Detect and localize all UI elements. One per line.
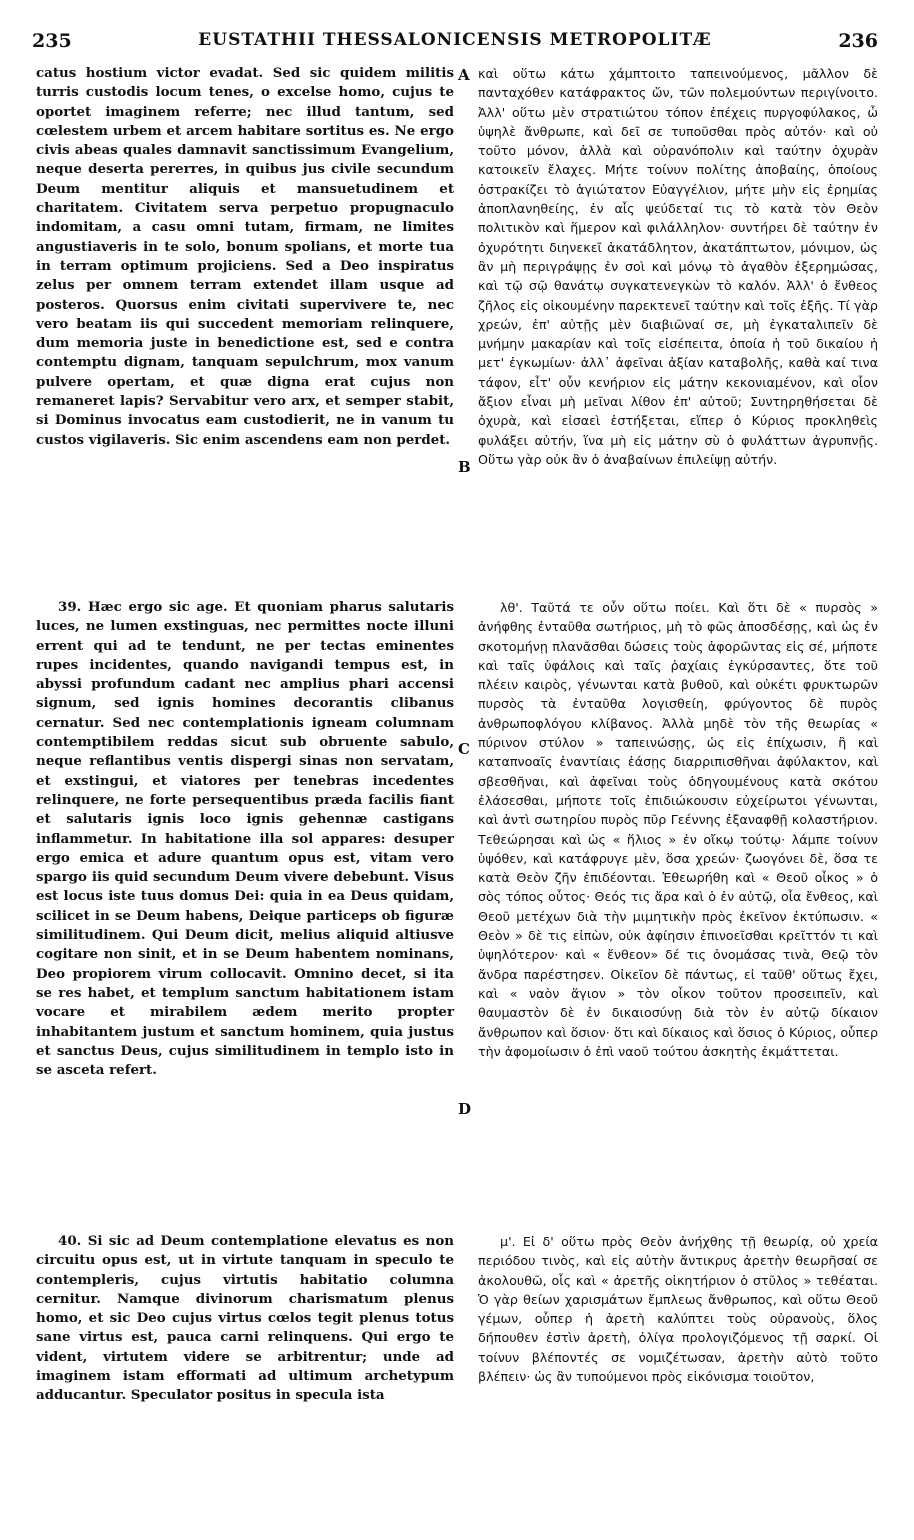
greek-column-block-1 [478, 64, 878, 544]
margin-marker-d: D [458, 1100, 472, 1118]
running-title: EUSTATHII THESSALONICENSIS METROPOLITÆ [198, 30, 712, 50]
latin-paragraph-38: catus hostium victor evadat. Sed sic quidem militis turris custodis locum tenes, o excelse homo, cujus te oportet imaginem referre; nec illud tantum, sed cœlestem urbem et arcem habitare sortitus es. Ne ergo civis abeas quales damnavit sanctissimum Evangelium, neque deserta pererres, in quibus jus civile secundum Deum mentitur aliquis et mansuetudinem et charitatem. Civitatem serva perpetuo propugnaculo indomitam, a casu omni tutam, firmam, ne limites angustiaveris in te solo, bonum spolians, et morte tua in terram optimum projiciens. Sed a Deo inspiratus zelus per omnem terram extendet illam usque ad posteros. Quorsus enim civitati supervivere te, nec vero beatam iis qui succedent memoriam relinquere, dum memoria juste in benedictione est, sed e contra contemptu dignam, tanquam sepulchrum, mox vanum pulvere opertam, et quæ digna erat cujus non remaneret lapis? Servabitur vero arx, et semper stabit, si Dominus invocatus eam custodierit, ne in vanum tu custos vigilaveris. Sic enim ascendens eam non perdet. [36, 65, 454, 448]
greek-paragraph-40: μ'. Εἰ δ' οὕτω πρὸς Θεὸν ἀνήχθης τῇ θεωρίᾳ, οὐ χρεία περιόδου τινὸς, καὶ εἰς αὐτὴν ἄντικρυς ἀρετὴν θεωρῆσαί σε ἀκολουθῶ, οἷς καὶ « ἀρετῆς οἰκητήριον ὁ στῦλος » τεθέαται. Ὁ γὰρ θείων χαρισμάτων ἔμπλεως ἄνθρωπος, καὶ οὕτω Θεοῦ γέμων, οὗπερ ἡ ἀρετὴ καλύπτει τοὺς οὐρανοὺς, ὅλος δήπουθεν ἐστὶν ἀρετὴ, ὀλίγα προλογιζόμενος τῇ σαρκί. Οἱ τοίνυν βλέποντές σε νομιζέτωσαν, ἀρετὴν αὐτὸ τοῦτο βλέπειν· ὡς ἂν τυπούμενοι πρὸς εἰκόνισμα τοιοῦτον, [478, 1234, 878, 1385]
greek-paragraph-38: καὶ οὕτω κάτω χάμπτοιτο ταπεινούμενος, μᾶλλον δὲ πανταχόθεν κατάφρακτος ὤν, τῶν πολεμούντων περιγίνοιτο. Ἀλλ' οὕτω μὲν στρατιώτου τόπον ἐπέχεις πυργοφύλακος, ὦ ὑψηλὲ ἄνθρωπε, καὶ δεῖ σε τυποῦσθαι πρὸς αὐτόν· καὶ οὐ τοῦτο μόνον, ἀλλὰ καὶ οὐρανόπολιν καὶ ταύτην ὀχυρὰν κατοικεῖν ἔλαχες. Μήτε τοίνυν πολίτης ἀποβαίης, ὁποίους ὀστρακίζει τὸ ἁγιώτατον Εὐαγγέλιον, μήτε μὴν εἰς ἐρημίας ἀποπλανηθείης, ἐν αἷς ψεύδεταί τις τὸ κατὰ τὸν Θεὸν πολιτικὸν καὶ ἥμερον καὶ φιλάλληλον· συντήρει δὲ ταύτην ἐν ὀχυρότητι διηνεκεῖ ἀκατάδλητον, ἀκατάπτωτον, μόνιμον, ὡς ἂν μὴ περιγράψῃς ἐν σοὶ καὶ μόνῳ τὸ ἀγαθὸν ἐξερημώσας, καὶ τῷ σῷ θανάτῳ συγκατενεγκὼν τὸ καλόν. Ἀλλ' ὁ ἔνθεος ζῆλος εἰς οἰκουμένην παρεκτενεῖ ταύτην καὶ τοῖς ἑξῆς. Τί γὰρ χρεών, ἐπ' αὐτῇς μὲν διαβιῶναί σε, μὴ ἐγκαταλιπεῖν δὲ μνήμην μακαρίαν καὶ τοῖς εἰσέπειτα, ὁποία ἡ τοῦ δικαίου ἡ μετ' ἐγκωμίων· ἀλλ᾽ ἀφεῖναι ἀξίαν καταβολῆς, καθὰ καί τινα τάφον, εἶτ' οὖν κενήριον εἰς μάτην κεκονιαμένον, καὶ οἷον ἄξιον εἶναι μὴ μεῖναι λίθον ἐπ' αὐτοῦ; Συντηρηθήσεται δὲ ὀχυρὰ, καὶ εἰσαεὶ ἑστήξεται, εἴπερ ὁ Κύριος προκληθεὶς φυλάξει αὐτήν, ἵνα μὴ εἰς μάτην σὺ ὁ φυλάττων ἀγρυπνῇς. Οὕτω γὰρ οὐκ ἂν ὁ ἀναβαίνων ἐπιλείψῃ αὐτήν. [478, 66, 878, 467]
margin-marker-b: B [458, 458, 471, 476]
page-number-right: 236 [838, 30, 878, 52]
latin-column-block-3 [36, 1232, 454, 1532]
page-number-left: 235 [32, 30, 72, 52]
latin-column-block-1 [36, 64, 454, 544]
greek-paragraph-39: λθ'. Ταῦτά τε οὖν οὕτω ποίει. Καὶ ὅτι δὲ « πυρσὸς » ἀνήφθης ἐνταῦθα σωτήριος, μὴ τὸ φῶς ἀποσδέσῃς, καὶ ὡς ἐν σκοτομήνῃ πλανᾶσθαι δώσεις τοὺς ἀφορῶντας εἰς σέ, μήποτε καὶ ταῖς ὑφάλοις καὶ ταῖς ῥαχίαις ἐγκύρσαντες, ὅτε τοῦ πλέειν καιρὸς, γένωνται κατὰ βυθοῦ, καὶ οὐκέτι φρυκτωρῶν πυρσὸς τὰ ἐνταῦθα λογισθείη, φρύγοντος δὲ πυρὸς ἀνθρωποφλόγου κλίβανος. Ἀλλὰ μηδὲ τὸν τῆς θεωρίας « πύρινον στύλον » ταπεινώσῃς, ὡς εἰς ἐπίχωσιν, ἢ καὶ καταπνοαῖς ἐναντίαις ἐάσῃς διαρριπισθῆναι ἀφύλακτον, καὶ σβεσθῆναι, καὶ ἀφεῖναι τοὺς ὁδηγουμένους κατὰ σκότου ἐλάσεσθαι, μήποτε τοῖς ἐπιδιώκουσιν εὐχείρωτοι γένωνται, καὶ ἀντὶ σωτηρίου πυρὸς πῦρ Γεέννης ἐξαναφθῇ κολαστήριον. Τεθεώρησαι καὶ ὡς « ἥλιος » ἐν οἴκῳ τούτῳ· λάμπε τοίνυν ὑψόθεν, καὶ κατάφρυγε μὲν, ὅσα χρεών· ζωογόνει δὲ, ὅσα τε κατὰ Θεὸν ζῆν ἐπιδέονται. Ἐθεωρήθη καὶ « Θεοῦ οἶκος » ὁ σὸς τόπος οὗτος· Θεός τις ἄρα καὶ ὁ ἐν αὐτῷ, οἷα ἔνθεος, καὶ Θεοῦ μετέχων διὰ τὴν μιμητικὴν πρὸς ἐκεῖνον ἐκτύπωσιν. « Θεὸν » δὲ τις εἰπὼν, οὐκ ἀφίησιν ἐπινοεῖσθαι κρεῖττόν τι καὶ ὑψηλότερον· καὶ « ἔνθεον» δέ τις ὀνομάσας τινὰ, Θεῷ τὸν ἄνδρα παρέστησεν. Οἰκεῖον δὲ πάντως, εἰ ταῦθ' οὕτως ἔχει, καὶ « ναὸν ἅγιον » τὸν οἶκον τοῦτον προσειπεῖν, καὶ θαυμαστὸν δὲ ἐν δικαιοσύνῃ διὰ τὸν ἐν αὐτῷ δίκαιον ἄνθρωπον καὶ ὅσιον· ὅτι καὶ δίκαιος καὶ ὅσιος ὁ Κύριος, οὗπερ τὴν ἀφομοίωσιν ὁ ἐπὶ ναοῦ τούτου ἀσκητὴς ἐκμάττεται. [478, 600, 878, 1059]
latin-column-block-2 [36, 598, 454, 1198]
greek-column-block-2 [478, 598, 878, 1198]
running-header [32, 30, 878, 56]
greek-column-block-3 [478, 1232, 878, 1532]
latin-paragraph-40: 40. Si sic ad Deum contemplatione elevatus es non circuitu opus est, ut in virtute tanquam in speculo te contempleris, cujus virtutis habitatio columna cernitur. Namque divinorum charismatum plenus homo, et sic Deo cujus virtus cœlos tegit plenus totus sane virtus est, pauca carni relinquens. Qui ergo te vident, virtutem videre se arbitrentur; unde ad imaginem istam efformati ad ultimum archetypum adducantur. Speculator positus in specula ista [36, 1233, 454, 1404]
latin-paragraph-39: 39. Hæc ergo sic age. Et quoniam pharus salutaris luces, ne lumen exstinguas, nec permittes nocte illuni errent qui ad te tendunt, ne per tectas eminentes rupes incidentes, quando navigandi tempus est, in abyssi profundum cadant nec amplius phari accensi signum, sed ignis homines decorantis clibanus cernatur. Sed nec contemplationis igneam columnam contemptibilem reddas sicut sub obruente sabulo, neque reflantibus ventis dispergi sinas non servatam, et exstingui, et viatores per tenebras incedentes relinquere, ne forte persequentibus præda facilis fiant et salutaris ignis loco ignis gehennæ castigans inflammetur. In habitatione illa sol appares: desuper ergo emica et adure quantum opus est, vitam vero spargo iis quid secundum Deum vivere debebunt. Visus est locus iste tuus domus Dei: quia in ea Deus quidam, scilicet in se Deum habens, Deique particeps ob figuræ similitudinem. Qui Deum dicit, melius aliquid altiusve cogitare non sinit, et in se Deum habentem nominans, Deo propiorem virum collocavit. Omnino decet, si ita se res habet, et templum sanctum habitationem istam vocare et mirabilem ædem merito propter inhabitantem justum et sanctum hominem, quia justus et sanctus Deus, cujus similitudinem in templo isto in se asceta refert. [36, 599, 454, 1079]
margin-marker-a: A [458, 66, 470, 84]
margin-marker-c: C [458, 740, 470, 758]
